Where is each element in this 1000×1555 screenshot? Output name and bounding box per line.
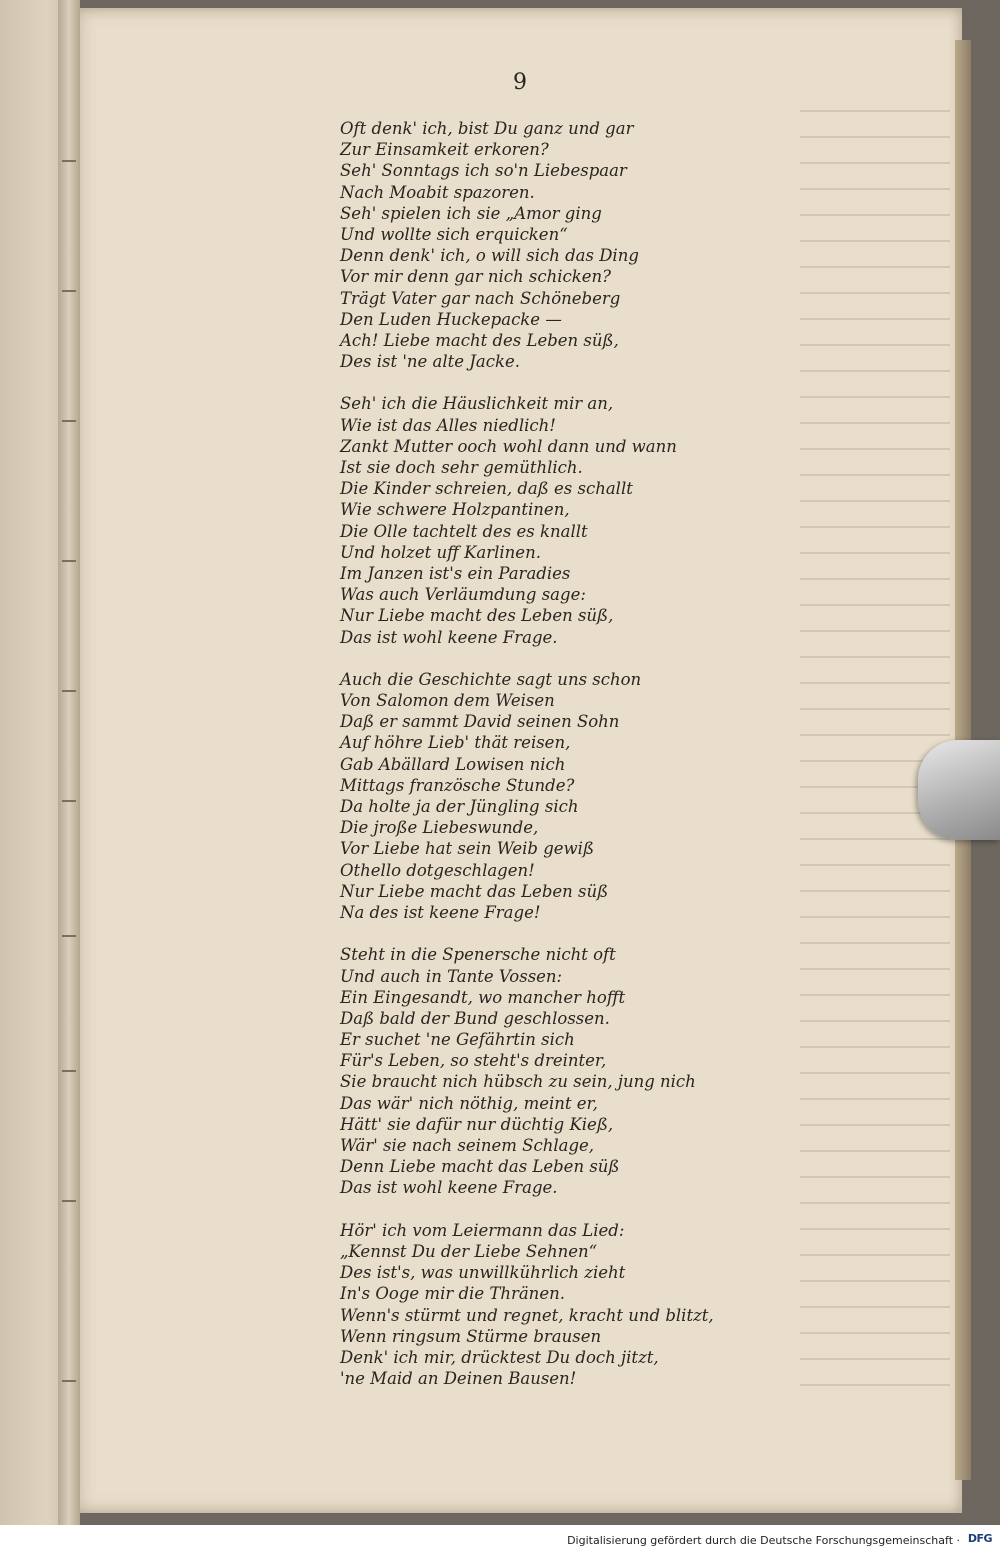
poem-line: Im Janzen ist's ein Paradies [340, 563, 571, 583]
binding-thread [62, 420, 76, 422]
poem-line: Wie schwere Holzpantinen, [340, 500, 570, 520]
poem-line: Oft denk' ich, bist Du ganz und gar [340, 119, 634, 138]
poem-line: Wenn ringsum Stürme brausen [340, 1326, 602, 1346]
stanza [340, 944, 800, 1198]
poem-line: Das ist wohl keene Frage. [340, 1178, 558, 1198]
poem-line: Zur Einsamkeit erkoren? [340, 140, 549, 160]
poem-text [340, 118, 800, 1389]
poem-line: In's Ooge mir die Thränen. [340, 1284, 565, 1304]
stanza [340, 1220, 800, 1390]
binding-thread [62, 1380, 76, 1382]
poem-line: Da holte ja der Jüngling sich [340, 797, 579, 816]
stanza [340, 669, 800, 923]
poem-line: Vor Liebe hat sein Weib gewiß [340, 839, 594, 859]
binding-thread [62, 1200, 76, 1202]
binding-thread [62, 935, 76, 937]
page-number: 9 [513, 70, 527, 95]
poem-line: Trägt Vater gar nach Schöneberg [340, 288, 621, 308]
poem-line: Die jroße Liebeswunde, [340, 818, 539, 838]
poem-line: Das ist wohl keene Frage. [340, 627, 558, 647]
stanza [340, 393, 800, 647]
poem-line: Denk' ich mir, drücktest Du doch jitzt, [340, 1347, 659, 1367]
poem-line: Von Salomon dem Weisen [340, 691, 555, 711]
poem-line: Denn Liebe macht das Leben süß [340, 1157, 620, 1177]
poem-line: Seh' ich die Häuslichkeit mir an, [340, 394, 614, 414]
binding-thread [62, 290, 76, 292]
stanza-break [340, 648, 800, 669]
poem-line: Auf höhre Lieb' thät reisen, [340, 733, 571, 753]
poem-line: Mittags französche Stunde? [340, 775, 575, 795]
dfg-logo: DFG [967, 1532, 992, 1545]
poem-line: Sie braucht nich hübsch zu sein, jung nich [340, 1072, 696, 1092]
poem-line: Hätt' sie dafür nur düchtig Kieß, [340, 1114, 614, 1134]
poem-line: Daß er sammt David seinen Sohn [340, 712, 620, 732]
poem-line: Und wollte sich erquicken“ [340, 224, 568, 244]
poem-line: Und holzet uff Karlinen. [340, 542, 541, 562]
poem-line: Für's Leben, so steht's dreinter, [340, 1051, 607, 1071]
poem-line: Ach! Liebe macht des Leben süß, [340, 330, 619, 350]
poem-line: Den Luden Huckepacke — [340, 309, 562, 329]
poem-line: Des ist's, was unwillkührlich zieht [340, 1263, 626, 1283]
poem-line: Die Olle tachtelt des es knallt [340, 521, 588, 541]
stanza [340, 118, 800, 372]
poem-line: Wenn's stürmt und regnet, kracht und blitzt, [340, 1305, 714, 1325]
poem-line: Die Kinder schreien, daß es schallt [340, 479, 633, 499]
poem-line: Und auch in Tante Vossen: [340, 966, 563, 986]
funding-credit: Digitalisierung gefördert durch die Deutsche Forschungsgemeinschaft · [567, 1534, 960, 1547]
poem-line: Ein Eingesandt, wo mancher hofft [340, 987, 626, 1007]
poem-line: Othello dotgeschlagen! [340, 860, 535, 880]
poem-line: Das wär' nich nöthig, meint er, [340, 1093, 598, 1113]
poem-line: Wie ist das Alles niedlich! [340, 415, 556, 435]
poem-line: Was auch Verläumdung sage: [340, 585, 586, 605]
poem-line: „Kennst Du der Liebe Sehnen“ [340, 1241, 598, 1261]
stanza-break [340, 1199, 800, 1220]
page-clip [918, 740, 1000, 840]
poem-line: Gab Abällard Lowisen nich [340, 754, 566, 774]
stanza-break [340, 923, 800, 944]
poem-line: Des ist 'ne alte Jacke. [340, 352, 520, 372]
poem-line: Vor mir denn gar nich schicken? [340, 267, 611, 287]
book-binding [58, 0, 80, 1525]
poem-line: Seh' Sonntags ich so'n Liebespaar [340, 161, 627, 181]
binding-thread [62, 690, 76, 692]
poem-line: Wär' sie nach seinem Schlage, [340, 1136, 595, 1155]
poem-line: Zankt Mutter ooch wohl dann und wann [340, 436, 677, 456]
binding-thread [62, 160, 76, 162]
poem-line: Nur Liebe macht das Leben süß [340, 881, 609, 901]
poem-line: Er suchet 'ne Gefährtin sich [340, 1030, 575, 1050]
poem-line: Daß bald der Bund geschlossen. [340, 1008, 610, 1028]
poem-line: 'ne Maid an Deinen Bausen! [340, 1369, 577, 1389]
poem-line: Nach Moabit spazoren. [340, 182, 535, 202]
poem-line: Na des ist keene Frage! [340, 902, 541, 922]
poem-line: Auch die Geschichte sagt uns schon [340, 669, 642, 689]
binding-thread [62, 560, 76, 562]
poem-line: Nur Liebe macht des Leben süß, [340, 606, 614, 626]
poem-line: Ist sie doch sehr gemüthlich. [340, 458, 583, 477]
binding-thread [62, 1070, 76, 1072]
poem-line: Denn denk' ich, o will sich das Ding [340, 246, 639, 266]
poem-line: Hör' ich vom Leiermann das Lied: [340, 1220, 625, 1240]
binding-thread [62, 800, 76, 802]
poem-line: Steht in die Spenersche nicht oft [340, 945, 616, 965]
stanza-break [340, 372, 800, 393]
poem-line: Seh' spielen ich sie „Amor ging [340, 203, 602, 223]
